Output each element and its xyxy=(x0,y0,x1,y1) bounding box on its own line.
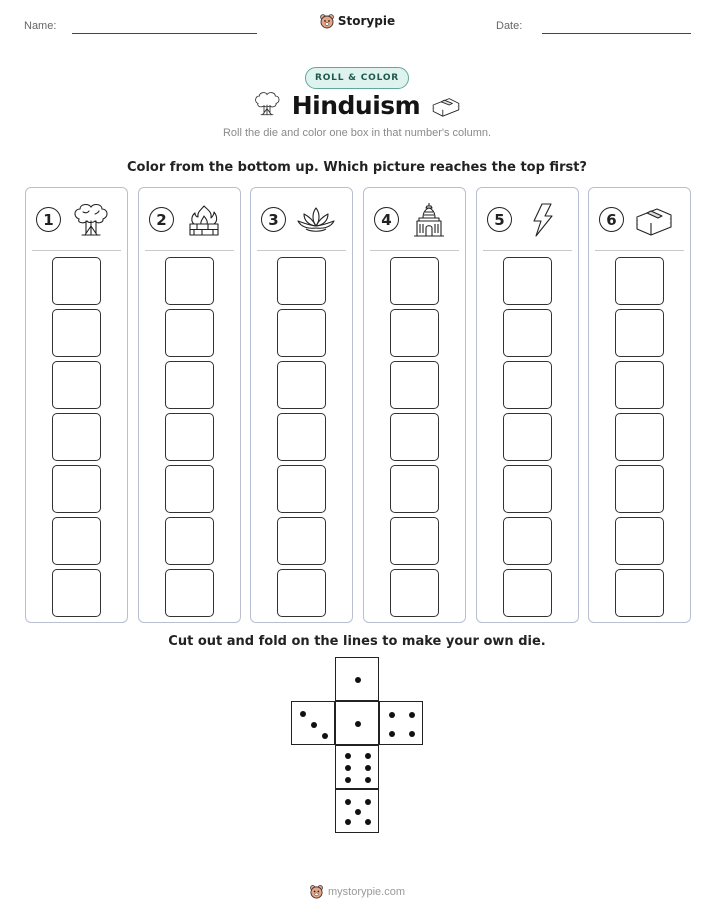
column-number: 4 xyxy=(374,207,399,232)
die-pip xyxy=(355,809,361,815)
roll-column-3 xyxy=(250,187,353,623)
die-face-3 xyxy=(291,701,335,745)
color-box[interactable] xyxy=(52,569,101,617)
lotus-icon xyxy=(296,202,336,238)
bear-mascot-icon xyxy=(319,13,335,29)
die-pip xyxy=(322,733,328,739)
roll-column-1 xyxy=(25,187,128,623)
color-box[interactable] xyxy=(390,465,439,513)
color-box[interactable] xyxy=(503,413,552,461)
color-box[interactable] xyxy=(52,465,101,513)
color-box[interactable] xyxy=(52,257,101,305)
column-divider xyxy=(370,250,459,251)
date-label: Date: xyxy=(496,20,523,32)
color-box[interactable] xyxy=(165,465,214,513)
die-pip xyxy=(345,799,351,805)
fire-altar-icon xyxy=(184,202,224,238)
die-pip xyxy=(300,711,306,717)
die-pip xyxy=(365,819,371,825)
color-box[interactable] xyxy=(52,309,101,357)
color-box[interactable] xyxy=(52,361,101,409)
roll-column-5 xyxy=(476,187,579,623)
color-box[interactable] xyxy=(277,413,326,461)
color-box[interactable] xyxy=(277,465,326,513)
die-face-5 xyxy=(335,789,379,833)
color-box[interactable] xyxy=(615,517,664,565)
lightning-bolt-icon xyxy=(522,202,562,238)
roll-column-6 xyxy=(588,187,691,623)
color-box[interactable] xyxy=(277,517,326,565)
color-box[interactable] xyxy=(615,465,664,513)
column-divider xyxy=(257,250,346,251)
color-box[interactable] xyxy=(390,361,439,409)
subtitle: Roll the die and color one box in that number's column. xyxy=(222,127,492,139)
name-line[interactable] xyxy=(72,33,257,34)
die-pip xyxy=(365,777,371,783)
color-box[interactable] xyxy=(615,361,664,409)
color-box[interactable] xyxy=(503,257,552,305)
die-pip xyxy=(345,819,351,825)
column-number: 2 xyxy=(149,207,174,232)
color-box[interactable] xyxy=(52,517,101,565)
color-box[interactable] xyxy=(615,569,664,617)
color-box[interactable] xyxy=(165,569,214,617)
color-box[interactable] xyxy=(277,361,326,409)
die-instruction: Cut out and fold on the lines to make your own die. xyxy=(168,634,546,649)
column-divider xyxy=(483,250,572,251)
cash-stack-icon xyxy=(430,92,462,118)
color-box[interactable] xyxy=(503,361,552,409)
brand-logo xyxy=(0,13,714,29)
name-label: Name: xyxy=(24,20,57,32)
color-box[interactable] xyxy=(503,309,552,357)
color-box[interactable] xyxy=(165,517,214,565)
color-box[interactable] xyxy=(615,309,664,357)
color-box[interactable] xyxy=(390,309,439,357)
die-pip xyxy=(311,722,317,728)
die-pip xyxy=(345,765,351,771)
color-box[interactable] xyxy=(52,413,101,461)
banyan-tree-icon xyxy=(71,202,111,238)
die-pip xyxy=(365,753,371,759)
color-box[interactable] xyxy=(390,517,439,565)
color-box[interactable] xyxy=(503,569,552,617)
column-divider xyxy=(32,250,121,251)
column-number: 5 xyxy=(487,207,512,232)
color-box[interactable] xyxy=(615,257,664,305)
column-number: 1 xyxy=(36,207,61,232)
brand-name: Storypie xyxy=(337,14,396,28)
die-pip xyxy=(355,721,361,727)
die-face-4 xyxy=(379,701,423,745)
color-box[interactable] xyxy=(277,309,326,357)
color-box[interactable] xyxy=(277,257,326,305)
roll-column-4 xyxy=(363,187,466,623)
die-face-6 xyxy=(335,745,379,789)
die-pip xyxy=(409,712,415,718)
cash-stack-icon xyxy=(634,202,674,238)
die-pip xyxy=(365,799,371,805)
roll-column-2 xyxy=(138,187,241,623)
die-pip xyxy=(345,777,351,783)
die-pip xyxy=(355,677,361,683)
die-pip xyxy=(345,753,351,759)
footer-url: mystorypie.com xyxy=(327,885,406,898)
color-box[interactable] xyxy=(390,413,439,461)
color-box[interactable] xyxy=(615,413,664,461)
color-box[interactable] xyxy=(503,517,552,565)
color-box[interactable] xyxy=(165,361,214,409)
instruction-heading: Color from the bottom up. Which picture reaches the top first? xyxy=(127,160,587,175)
color-box[interactable] xyxy=(503,465,552,513)
bear-mascot-icon xyxy=(309,884,324,899)
color-box[interactable] xyxy=(277,569,326,617)
column-number: 3 xyxy=(261,207,286,232)
color-box[interactable] xyxy=(165,309,214,357)
column-divider xyxy=(145,250,234,251)
die-pip xyxy=(389,712,395,718)
color-box[interactable] xyxy=(390,569,439,617)
die-face-1 xyxy=(335,657,379,701)
activity-badge: ROLL & COLOR xyxy=(305,67,409,89)
die-pip xyxy=(389,731,395,737)
color-box[interactable] xyxy=(390,257,439,305)
column-divider xyxy=(595,250,684,251)
date-line[interactable] xyxy=(542,33,691,34)
die-pip xyxy=(409,731,415,737)
temple-icon xyxy=(409,202,449,238)
column-number: 6 xyxy=(599,207,624,232)
banyan-tree-icon xyxy=(252,90,282,120)
footer xyxy=(0,884,714,899)
die-face-1 xyxy=(335,701,379,745)
die-pip xyxy=(365,765,371,771)
color-box[interactable] xyxy=(165,257,214,305)
page-title: Hinduism xyxy=(291,90,421,120)
color-box[interactable] xyxy=(165,413,214,461)
